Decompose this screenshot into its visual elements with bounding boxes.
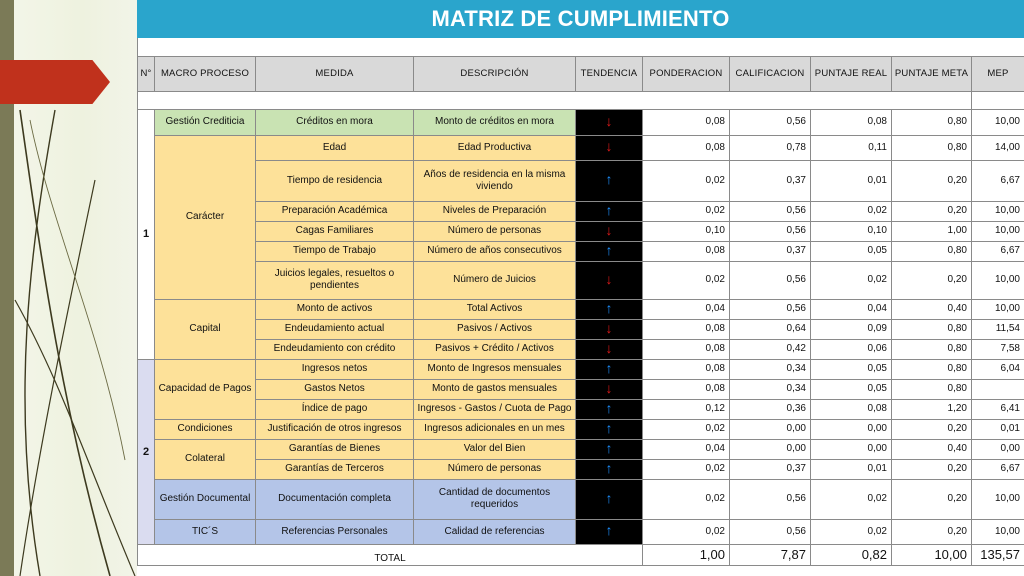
puntaje-meta-cell: 0,80 — [892, 359, 972, 379]
descripcion-cell: Número de personas — [414, 459, 576, 479]
header-spacer-row — [138, 91, 1024, 109]
ponderacion-cell: 0,02 — [643, 160, 730, 201]
puntaje-real-cell: 0,08 — [811, 109, 892, 135]
medida-cell: Edad — [256, 135, 414, 160]
puntaje-meta-cell: 0,80 — [892, 109, 972, 135]
ponderacion-cell: 0,12 — [643, 399, 730, 419]
tendencia-cell — [576, 439, 643, 459]
descripcion-cell: Número de años consecutivos — [414, 241, 576, 261]
descripcion-cell: Pasivos / Activos — [414, 319, 576, 339]
calificacion-cell: 0,56 — [730, 479, 811, 519]
puntaje-meta-cell: 0,20 — [892, 479, 972, 519]
total-puntaje-meta: 10,00 — [892, 544, 972, 565]
mep-cell: 10,00 — [972, 479, 1024, 519]
puntaje-real-cell: 0,01 — [811, 160, 892, 201]
puntaje-real-cell: 0,08 — [811, 399, 892, 419]
total-ponderacion: 1,00 — [643, 544, 730, 565]
mep-cell: 7,58 — [972, 339, 1024, 359]
medida-cell: Justificación de otros ingresos — [256, 419, 414, 439]
calificacion-cell: 0,00 — [730, 419, 811, 439]
ponderacion-cell: 0,04 — [643, 299, 730, 319]
descripcion-cell: Total Activos — [414, 299, 576, 319]
ponderacion-cell: 0,08 — [643, 109, 730, 135]
ponderacion-cell: 0,08 — [643, 339, 730, 359]
puntaje-real-cell: 0,02 — [811, 519, 892, 544]
header-calificacion: CALIFICACION — [730, 56, 811, 91]
descripcion-cell: Niveles de Preparación — [414, 201, 576, 221]
total-label: TOTAL — [138, 544, 643, 565]
ponderacion-cell: 0,10 — [643, 221, 730, 241]
calificacion-cell: 0,56 — [730, 261, 811, 299]
group-number: 1 — [138, 109, 155, 359]
total-puntaje-real: 0,82 — [811, 544, 892, 565]
table-row — [138, 519, 1024, 544]
table-row — [138, 241, 1024, 261]
table-row — [138, 319, 1024, 339]
calificacion-cell: 0,34 — [730, 379, 811, 399]
tendencia-cell — [576, 479, 643, 519]
medida-cell: Garantías de Terceros — [256, 459, 414, 479]
tendencia-cell — [576, 109, 643, 135]
descripcion-cell: Número de personas — [414, 221, 576, 241]
medida-cell: Referencias Personales — [256, 519, 414, 544]
tendencia-cell — [576, 160, 643, 201]
ponderacion-cell: 0,08 — [643, 319, 730, 339]
tendencia-cell — [576, 241, 643, 261]
medida-cell: Cagas Familiares — [256, 221, 414, 241]
header-ponderacion: PONDERACION — [643, 56, 730, 91]
medida-cell: Tiempo de residencia — [256, 160, 414, 201]
ponderacion-cell: 0,04 — [643, 439, 730, 459]
puntaje-meta-cell: 0,20 — [892, 201, 972, 221]
mep-cell: 10,00 — [972, 261, 1024, 299]
arrow-down-icon: ↓ — [605, 379, 613, 396]
puntaje-meta-cell: 0,20 — [892, 261, 972, 299]
calificacion-cell: 0,78 — [730, 135, 811, 160]
calificacion-cell: 0,37 — [730, 459, 811, 479]
puntaje-real-cell: 0,05 — [811, 359, 892, 379]
calificacion-cell: 0,36 — [730, 399, 811, 419]
tendencia-cell — [576, 135, 643, 160]
puntaje-meta-cell: 0,80 — [892, 339, 972, 359]
arrow-up-icon: ↑ — [605, 439, 613, 456]
puntaje-meta-cell: 0,80 — [892, 241, 972, 261]
descripcion-cell: Número de Juicios — [414, 261, 576, 299]
medida-cell: Monto de activos — [256, 299, 414, 319]
calificacion-cell: 0,56 — [730, 299, 811, 319]
tendencia-cell — [576, 201, 643, 221]
arrow-down-icon: ↓ — [605, 319, 613, 336]
puntaje-real-cell: 0,05 — [811, 241, 892, 261]
descripcion-cell: Ingresos - Gastos / Cuota de Pago — [414, 399, 576, 419]
table-row — [138, 379, 1024, 399]
arrow-down-icon: ↓ — [605, 112, 613, 129]
mep-cell: 0,00 — [972, 439, 1024, 459]
puntaje-real-cell: 0,09 — [811, 319, 892, 339]
puntaje-meta-cell: 1,20 — [892, 399, 972, 419]
table-row — [138, 339, 1024, 359]
table-row — [138, 439, 1024, 459]
header-medida: MEDIDA — [256, 56, 414, 91]
puntaje-meta-cell: 0,40 — [892, 439, 972, 459]
table-row — [138, 479, 1024, 519]
descripcion-cell: Años de residencia en la misma viviendo — [414, 160, 576, 201]
ponderacion-cell: 0,02 — [643, 419, 730, 439]
header-mep: MEP — [972, 56, 1024, 91]
table-row — [138, 221, 1024, 241]
arrow-up-icon: ↑ — [605, 459, 613, 476]
compliance-matrix-table — [137, 38, 1024, 566]
ponderacion-cell: 0,08 — [643, 241, 730, 261]
puntaje-meta-cell: 0,20 — [892, 519, 972, 544]
header-puntaje-real: PUNTAJE REAL — [811, 56, 892, 91]
ponderacion-cell: 0,02 — [643, 261, 730, 299]
arrow-up-icon: ↑ — [605, 171, 613, 187]
table-row — [138, 299, 1024, 319]
arrow-down-icon: ↓ — [605, 138, 613, 154]
puntaje-real-cell: 0,04 — [811, 299, 892, 319]
tendencia-cell — [576, 339, 643, 359]
mep-cell: 6,67 — [972, 241, 1024, 261]
tendencia-cell — [576, 319, 643, 339]
tendencia-cell — [576, 379, 643, 399]
arrow-up-icon: ↑ — [605, 419, 613, 436]
descripcion-cell: Monto de gastos mensuales — [414, 379, 576, 399]
mep-cell: 6,67 — [972, 160, 1024, 201]
calificacion-cell: 0,37 — [730, 160, 811, 201]
calificacion-cell: 0,56 — [730, 109, 811, 135]
table-row — [138, 399, 1024, 419]
medida-cell: Créditos en mora — [256, 109, 414, 135]
puntaje-meta-cell: 1,00 — [892, 221, 972, 241]
puntaje-meta-cell: 0,20 — [892, 160, 972, 201]
puntaje-real-cell: 0,10 — [811, 221, 892, 241]
calificacion-cell: 0,56 — [730, 519, 811, 544]
ponderacion-cell: 0,02 — [643, 459, 730, 479]
mep-cell: 14,00 — [972, 135, 1024, 160]
macro-proceso-cell: Capital — [155, 299, 256, 359]
calificacion-cell: 0,34 — [730, 359, 811, 379]
mep-cell — [972, 379, 1024, 399]
table-row — [138, 135, 1024, 160]
puntaje-real-cell: 0,05 — [811, 379, 892, 399]
ponderacion-cell: 0,08 — [643, 135, 730, 160]
macro-proceso-cell: TIC´S — [155, 519, 256, 544]
arrow-up-icon: ↑ — [605, 201, 613, 218]
arrow-up-icon: ↑ — [605, 522, 613, 538]
total-row — [138, 544, 1024, 565]
ponderacion-cell: 0,02 — [643, 519, 730, 544]
header-macro-proceso: MACRO PROCESO — [155, 56, 256, 91]
mep-cell: 10,00 — [972, 519, 1024, 544]
descripcion-cell: Ingresos adicionales en un mes — [414, 419, 576, 439]
tendencia-cell — [576, 419, 643, 439]
medida-cell: Documentación completa — [256, 479, 414, 519]
mep-cell: 6,41 — [972, 399, 1024, 419]
macro-proceso-cell: Condiciones — [155, 419, 256, 439]
header-n: N° — [138, 56, 155, 91]
header-puntaje-meta: PUNTAJE META — [892, 56, 972, 91]
puntaje-real-cell: 0,02 — [811, 201, 892, 221]
medida-cell: Juicios legales, resueltos o pendientes — [256, 261, 414, 299]
medida-cell: Índice de pago — [256, 399, 414, 419]
red-arrow-tag — [0, 60, 110, 104]
puntaje-meta-cell: 0,80 — [892, 319, 972, 339]
tendencia-cell — [576, 399, 643, 419]
ponderacion-cell: 0,02 — [643, 201, 730, 221]
arrow-up-icon: ↑ — [605, 399, 613, 416]
descripcion-cell: Edad Productiva — [414, 135, 576, 160]
macro-proceso-cell: Gestión Documental — [155, 479, 256, 519]
tendencia-cell — [576, 221, 643, 241]
puntaje-real-cell: 0,00 — [811, 439, 892, 459]
puntaje-real-cell: 0,06 — [811, 339, 892, 359]
mep-cell: 10,00 — [972, 109, 1024, 135]
tendencia-cell — [576, 459, 643, 479]
table-row — [138, 160, 1024, 201]
arrow-down-icon: ↓ — [605, 339, 613, 356]
total-calificacion: 7,87 — [730, 544, 811, 565]
left-decoration — [0, 0, 137, 576]
puntaje-meta-cell: 0,20 — [892, 419, 972, 439]
tendencia-cell — [576, 261, 643, 299]
mep-cell: 6,04 — [972, 359, 1024, 379]
puntaje-meta-cell: 0,40 — [892, 299, 972, 319]
descripcion-cell: Calidad de referencias — [414, 519, 576, 544]
medida-cell: Gastos Netos — [256, 379, 414, 399]
arrow-down-icon: ↓ — [605, 270, 613, 287]
mep-cell: 6,67 — [972, 459, 1024, 479]
macro-proceso-cell: Colateral — [155, 439, 256, 479]
group-number: 2 — [138, 359, 155, 544]
puntaje-meta-cell: 0,80 — [892, 379, 972, 399]
arrow-up-icon: ↑ — [605, 299, 613, 316]
arrow-up-icon: ↑ — [605, 489, 613, 506]
header-descripcion: DESCRIPCIÓN — [414, 56, 576, 91]
medida-cell: Garantías de Bienes — [256, 439, 414, 459]
puntaje-real-cell: 0,02 — [811, 261, 892, 299]
ponderacion-cell: 0,08 — [643, 379, 730, 399]
puntaje-real-cell: 0,02 — [811, 479, 892, 519]
macro-proceso-cell: Gestión Crediticia — [155, 109, 256, 135]
descripcion-cell: Pasivos + Crédito / Activos — [414, 339, 576, 359]
puntaje-meta-cell: 0,80 — [892, 135, 972, 160]
ponderacion-cell: 0,08 — [643, 359, 730, 379]
arrow-up-icon: ↑ — [605, 241, 613, 258]
calificacion-cell: 0,64 — [730, 319, 811, 339]
puntaje-meta-cell: 0,20 — [892, 459, 972, 479]
mep-cell: 11,54 — [972, 319, 1024, 339]
table-row — [138, 109, 1024, 135]
page-title: MATRIZ DE CUMPLIMIENTO — [137, 0, 1024, 38]
table-row — [138, 359, 1024, 379]
descripcion-cell: Valor del Bien — [414, 439, 576, 459]
macro-proceso-cell: Carácter — [155, 135, 256, 299]
mep-cell: 10,00 — [972, 299, 1024, 319]
descripcion-cell: Monto de Ingresos mensuales — [414, 359, 576, 379]
ponderacion-cell: 0,02 — [643, 479, 730, 519]
descripcion-cell: Cantidad de documentos requeridos — [414, 479, 576, 519]
medida-cell: Preparación Académica — [256, 201, 414, 221]
descripcion-cell: Monto de créditos en mora — [414, 109, 576, 135]
arrow-up-icon: ↑ — [605, 359, 613, 376]
calificacion-cell: 0,56 — [730, 221, 811, 241]
calificacion-cell: 0,56 — [730, 201, 811, 221]
mep-cell: 10,00 — [972, 201, 1024, 221]
tendencia-cell — [576, 299, 643, 319]
puntaje-real-cell: 0,00 — [811, 419, 892, 439]
medida-cell: Tiempo de Trabajo — [256, 241, 414, 261]
table-header-row — [138, 56, 1024, 91]
puntaje-real-cell: 0,11 — [811, 135, 892, 160]
medida-cell: Endeudamiento con crédito — [256, 339, 414, 359]
calificacion-cell: 0,00 — [730, 439, 811, 459]
top-spacer-row — [138, 38, 1024, 56]
total-mep: 135,57 — [972, 544, 1024, 565]
puntaje-real-cell: 0,01 — [811, 459, 892, 479]
medida-cell: Ingresos netos — [256, 359, 414, 379]
arrow-down-icon: ↓ — [605, 221, 613, 238]
mep-cell: 0,01 — [972, 419, 1024, 439]
macro-proceso-cell: Capacidad de Pagos — [155, 359, 256, 419]
tendencia-cell — [576, 519, 643, 544]
calificacion-cell: 0,42 — [730, 339, 811, 359]
table-row — [138, 459, 1024, 479]
table-row — [138, 201, 1024, 221]
mep-cell: 10,00 — [972, 221, 1024, 241]
table-row — [138, 261, 1024, 299]
tendencia-cell — [576, 359, 643, 379]
medida-cell: Endeudamiento actual — [256, 319, 414, 339]
header-tendencia: TENDENCIA — [576, 56, 643, 91]
calificacion-cell: 0,37 — [730, 241, 811, 261]
table-row — [138, 419, 1024, 439]
